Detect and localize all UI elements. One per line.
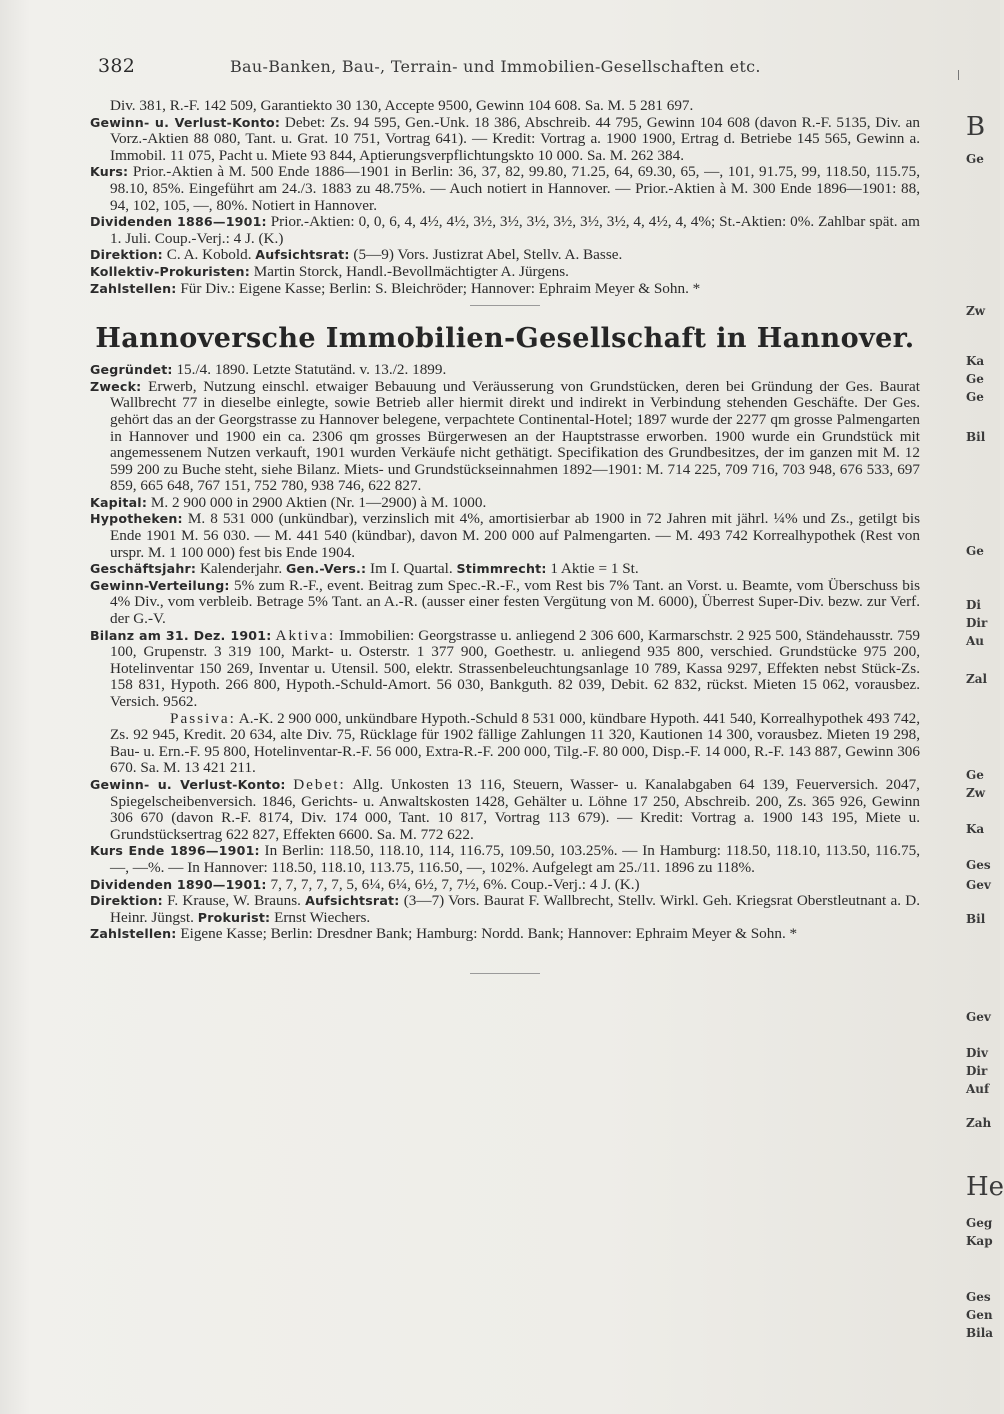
margin-fragment: Gev: [966, 878, 991, 892]
prev-zs-label: Zahlstellen:: [90, 280, 177, 296]
gegr-entry: [90, 362, 920, 379]
stimmrecht-label: Stimmrecht:: [456, 561, 547, 577]
ar-label: Aufsichtsrat:: [305, 893, 400, 909]
margin-fragment: Auf: [966, 1082, 990, 1096]
hyp-entry: [90, 511, 920, 561]
gj-text: Kalenderjahr.: [199, 560, 283, 578]
kurs-text: In Berlin: 118.50, 118.10, 114, 116.75, 109.50, 103.25%. — In Hamburg: 118.50, 118.10, 113.50, 116.75, —, —%. — In Hannover: 118.50, 118.10, 113.75, 116.50, —, 102%. Aufgelegt am 25./11. 1896 zu 118%.: [110, 842, 920, 876]
gj-label: Geschäftsjahr:: [90, 561, 197, 577]
div-label: Dividenden 1890—1901:: [90, 876, 267, 892]
zs-text: Eigene Kasse; Berlin: Dresdner Bank; Hamburg: Nordd. Bank; Hannover: Ephraim Meyer & Sohn. *: [180, 925, 798, 943]
margin-fragment: Zw: [966, 304, 986, 318]
prev-gv-label: Gewinn- u. Verlust-Konto:: [90, 114, 281, 130]
dir-text: F. Krause, W. Brauns.: [167, 892, 301, 910]
page-content: [90, 98, 920, 982]
prev-ar-text: (5—9) Vors. Justizrat Abel, Stellv. A. Basse.: [353, 246, 623, 264]
margin-fragment: Ge: [966, 390, 984, 404]
bilanz-label: Bilanz am 31. Dez. 1901:: [90, 627, 272, 643]
margin-fragment: Bil: [966, 912, 986, 926]
margin-fragment: Bila: [966, 1326, 994, 1340]
margin-fragment: B: [966, 112, 986, 142]
margin-fragment: He: [966, 1172, 1004, 1202]
margin-fragment: Dir: [966, 616, 988, 630]
genvers-label: Gen.-Vers.:: [285, 561, 367, 577]
hyp-text: M. 8 531 000 (unkündbar), verzinslich mit 4%, amortisierbar ab 1900 in 72 Jahren mit jährl. ¼% und Zs., getilgt bis Ende 1901 M. 56 030. — M. 441 540 (kündbar), davon M. 200 000 auf Palmengarten. — M. 493 742 Korrealhypothek (Rest von urspr. M. 1 100 000) fest bis Ende 1904.: [110, 510, 921, 561]
margin-fragment: Div: [966, 1046, 988, 1060]
margin-fragment: Zw: [966, 786, 986, 800]
prev-kp-entry: [90, 264, 920, 281]
gutter-mark: [958, 70, 959, 80]
adjacent-page-margin: [960, 0, 1004, 1414]
kapital-entry: [90, 495, 920, 512]
running-title: Bau-Banken, Bau-, Terrain- und Immobilien-Gesellschaften etc.: [230, 57, 761, 76]
gvk-text: Allg. Unkosten 13 116, Steuern, Wasser- u. Kanalabgaben 64 139, Feuerversich. 2047, Spiegelscheibenversich. 1846, Gerichts- u. Anwaltskosten 1428, Gehälter u. Löhne 17 250, Abschreib. 200, Zs. 365 926, Gewinn 306 670 (davon R.-F. 8174, Div. 174 000, Tant. 10 817, Vortrag 113 679). — Kredit: Vortrag a. 1900 143 195, Miete u. Grundstücksertrag 622 827, Effekten 6600. Sa. M. 772 622.: [110, 775, 920, 843]
prev-ar-label: Aufsichtsrat:: [255, 247, 350, 263]
prev-dir-entry: [90, 247, 920, 264]
prev-div-entry: [90, 214, 920, 247]
prev-div-text: Prior.-Aktien: 0, 0, 6, 4, 4½, 4½, 3½, 3½, 3½, 3½, 3½, 3½, 4, 4½, 4, 4%; St.-Aktien: 0%. Zahlbar spät. am 1. Juli. Coup.-Verj.: 4 J. (K.): [110, 213, 920, 247]
zs-entry: [90, 926, 920, 943]
prev-kurs-text: Prior.-Aktien à M. 500 Ende 1886—1901 in Berlin: 36, 37, 82, 99.80, 71.25, 64, 69.30, 65, —, 101, 91.75, 99, 118.50, 115.75, 98.10, 85%. Eingeführt am 24./3. 1883 zu 48.75%. — Auch notiert in Hannover. — Prior.-Aktien à M. 300 Ende 1896—1901: 88, 94, 102, 105, —, 80%. Notiert in Hannover.: [110, 163, 920, 214]
end-divider: [470, 973, 540, 974]
kurs-entry: [90, 843, 920, 876]
margin-fragment: Ge: [966, 372, 984, 386]
ar-text: (3—7) Vors. Baurat F. Wallbrecht, Stellv. Wirkl. Geh. Kriegsrat Oberstleutnant a. D. Heinr. Jüngst.: [110, 892, 921, 926]
margin-fragment: Ges: [966, 858, 991, 872]
gvk-entry: [90, 777, 920, 843]
page-shadow: [0, 0, 30, 1414]
section-divider: [470, 305, 540, 306]
margin-fragment: Zah: [966, 1116, 992, 1130]
div-text: 7, 7, 7, 7, 7, 5, 6¼, 6¼, 6½, 7, 7½, 6%. Coup.-Verj.: 4 J. (K.): [270, 875, 640, 893]
zweck-entry: [90, 379, 920, 495]
company-title: Hannoversche Immobilien-Gesellschaft in Hannover.: [95, 323, 915, 355]
margin-fragment: Geg: [966, 1216, 993, 1230]
dir-entry: [90, 893, 920, 926]
zweck-label: Zweck:: [90, 378, 142, 394]
margin-fragment: Dir: [966, 1064, 988, 1078]
prev-kurs-entry: [90, 164, 920, 214]
zs-label: Zahlstellen:: [90, 926, 177, 942]
debet-label: Debet:: [293, 775, 346, 793]
hyp-label: Hypotheken:: [90, 511, 183, 527]
prev-dir-label: Direktion:: [90, 247, 163, 263]
kapital-label: Kapital:: [90, 494, 148, 510]
gewv-text: 5% zum R.-F., event. Beitrag zum Spec.-R.-F., vom Rest bis 7% Tant. an Vorst. u. Beamte, vom Überschuss bis 4% Div., vom verbleib. Betrage 5% Tant. an A.-R. (ausser einer festen Vergütung von M. 6000), Überrest Super-Div. bezw. zur Verf. der G.-V.: [110, 576, 920, 628]
prev-kp-label: Kollektiv-Prokuristen:: [90, 263, 250, 279]
margin-fragment: Ka: [966, 822, 985, 836]
margin-fragment: Ge: [966, 544, 984, 558]
prev-gv-entry: [90, 115, 920, 165]
margin-fragment: Di: [966, 598, 981, 612]
bilanz-entry: [90, 628, 920, 711]
prok-label: Prokurist:: [197, 909, 271, 925]
prev-zs-entry: [90, 281, 920, 298]
margin-fragment: Bil: [966, 430, 986, 444]
zweck-text: Erwerb, Nutzung einschl. etwaiger Bebauung und Veräusserung von Grundstücken, deren bei Gründung der Ges. Baurat Wallbrecht 77 in dieselbe einlegte, sowie Betrieb aller hiermit direkt und indirekt in Verbindung stehenden Geschäfte. Der Ges. gehört das an der Georgstrasse zu Hannover belegene, verpachtete Continental-Hotel; 1897 wurde der 2277 qm grosse Palmengarten in Hannover und 1900 ein ca. 2306 qm grosses Bürgerwesen an der Hauptstrasse erworben. 1900 wurde ein Grundstück mit angemessenem Nutzen verkauft, 1901 wurden Verkäufe nicht gethätigt. Specifikation des Grundbesitzes, der im ganzen mit M. 12 599 200 zu Buche steht, siehe Bilanz. Miets- und Grundstückseinnahmen 1892—1901: M. 714 225, 709 716, 703 948, 676 533, 697 859, 665 648, 767 151, 752 780, 938 746, 622 827.: [110, 377, 921, 495]
prev-gv-text: Debet: Zs. 94 595, Gen.-Unk. 18 386, Abschreib. 44 795, Gewinn 104 608 (davon R.-F. 5135, Div. an Vorz.-Aktien 88 080, Tant. u. Grat. 10 751, Vortrag 641). — Kredit: Vortrag a. 1900 1900, Ertrag d. Betriebe 145 565, Gewinn a. Immobil. 11 075, Pacht u. Miete 93 844, Aptierungsverpflichtungskto 10 000. Sa. M. 262 384.: [110, 113, 920, 164]
prev-balance-text: Div. 381, R.-F. 142 509, Garantiekto 30 130, Accepte 9500, Gewinn 104 608. Sa. M. 5 281 697.: [110, 97, 694, 114]
aktiva-label: Aktiva:: [275, 626, 336, 644]
prev-kp-text: Martin Storck, Handl.-Bevollmächtigter A. Jürgens.: [253, 262, 569, 280]
kapital-text: M. 2 900 000 in 2900 Aktien (Nr. 1—2900) à M. 1000.: [150, 493, 487, 511]
gj-entry: [90, 561, 920, 578]
prev-dir-text: C. A. Kobold.: [166, 246, 252, 264]
margin-fragment: Gev: [966, 1010, 991, 1024]
margin-fragment: Ge: [966, 768, 984, 782]
prev-balance-tail: [90, 98, 920, 115]
gegr-text: 15./4. 1890. Letzte Statutänd. v. 13./2. 1899.: [176, 361, 447, 379]
gegr-label: Gegründet:: [90, 362, 173, 378]
bilanz-aktiva-text: Immobilien: Georgstrasse u. anliegend 2 306 600, Karmarschstr. 2 925 500, Ständehausstr. 759 100, Grupenstr. 3 319 100, Markt- u. Osterstr. 1 377 900, Goethestr. u. anliegend 935 800, verschied. Grundstücke 975 200, Hotelinventar 150 269, Inventar u. Utensil. 500, elektr. Strassenbeleuchtungsanlage 10 789, Kassa 9297, Effekten nebst Stück-Zs. 158 831, Hypoth. 266 800, Hypoth.-Schuld-Amort. 56 030, Bankguth. 82 039, Debit. 62 832, rückst. Mieten 15 062, vorausbez. Versich. 9562.: [110, 626, 921, 710]
stimmrecht-text: 1 Aktie = 1 St.: [550, 560, 639, 578]
gewv-label: Gewinn-Verteilung:: [90, 577, 230, 593]
prev-div-label: Dividenden 1886—1901:: [90, 214, 267, 230]
page-number: 382: [98, 55, 136, 77]
prok-text: Ernst Wiechers.: [274, 908, 371, 926]
margin-fragment: Au: [966, 634, 985, 648]
div-entry: [90, 877, 920, 894]
margin-fragment: Gen: [966, 1308, 993, 1322]
dir-label: Direktion:: [90, 893, 163, 909]
kurs-label: Kurs Ende 1896—1901:: [90, 843, 260, 859]
passiva-entry: [90, 711, 920, 777]
margin-fragment: Kap: [966, 1234, 993, 1248]
prev-kurs-label: Kurs:: [90, 164, 129, 180]
margin-fragment: Ka: [966, 354, 985, 368]
gewv-entry: [90, 578, 920, 628]
passiva-label: Passiva:: [170, 709, 236, 727]
margin-fragment: Ges: [966, 1290, 991, 1304]
margin-fragment: Ge: [966, 152, 984, 166]
prev-zs-text: Für Div.: Eigene Kasse; Berlin: S. Bleichröder; Hannover: Ephraim Meyer & Sohn. *: [180, 279, 701, 297]
bilanz-passiva-text: A.-K. 2 900 000, unkündbare Hypoth.-Schuld 8 531 000, kündbare Hypoth. 441 540, Korrealhypothek 493 742, Zs. 92 945, Kredit. 20 634, alte Div. 75, Rücklage für 1902 fällige Zahlungen 11 320, Kautionen 14 300, vorausbez. Mieten 19 298, Bau- u. Ern.-F. 95 800, Hotelinventar-R.-F. 56 000, Extra-R.-F. 200 000, Tilg.-F. 80 000, Disp.-F. 14 000, R.-F. 143 887, Gewinn 306 670. Sa. M. 13 421 211.: [110, 709, 921, 777]
margin-fragment: Zal: [966, 672, 988, 686]
gvk-label: Gewinn- u. Verlust-Konto:: [90, 776, 286, 792]
genvers-text: Im I. Quartal.: [370, 560, 453, 578]
